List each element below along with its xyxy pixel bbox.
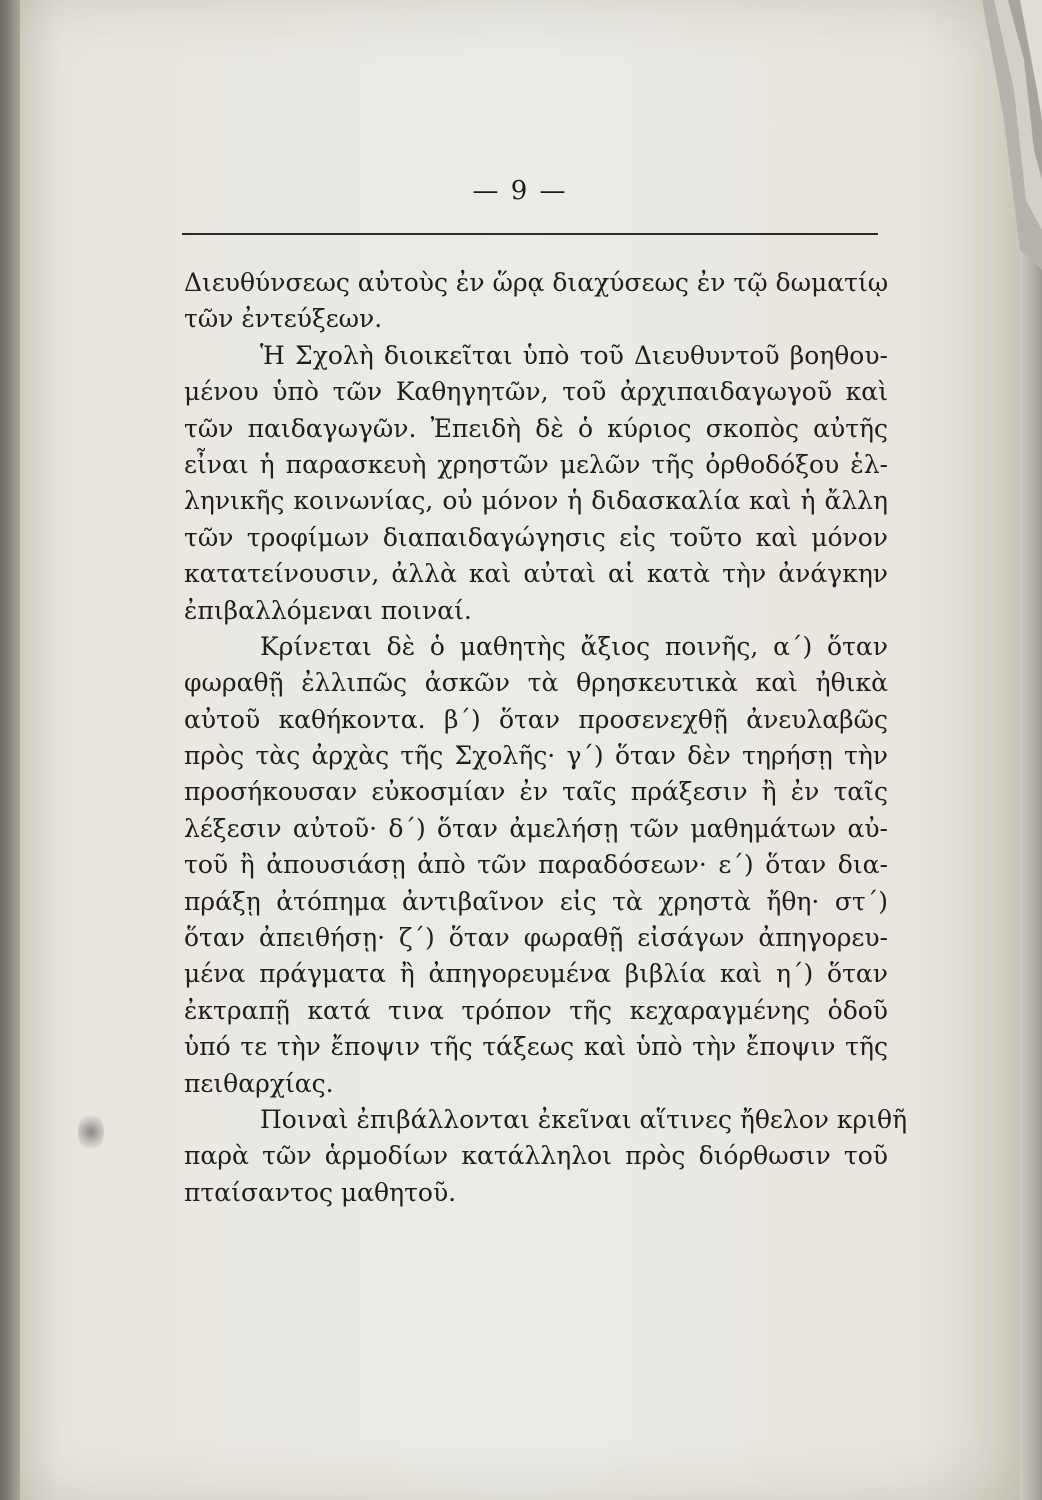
text-line: παρὰ τῶν ἁρμοδίων κατάλληλοι πρὸς διόρθωσιν τοῦ (184, 1141, 888, 1171)
text-line: Διευθύνσεως αὐτοὺς ἐν ὥρᾳ διαχύσεως ἐν τῷ δωματίῳ (184, 268, 889, 297)
text-line: αὐτοῦ καθήκοντα. β΄) ὅταν προσενεχθῇ ἀνευλαβῶς (184, 704, 888, 734)
text-line: φωραθῇ ἐλλιπῶς ἀσκῶν τὰ θρησκευτικὰ καὶ ἠθικὰ (184, 668, 888, 698)
text-line: τῶν παιδαγωγῶν. Ἐπειδὴ δὲ ὁ κύριος σκοπὸς αὐτῆς (184, 413, 888, 443)
paragraph-3 (184, 629, 888, 1102)
paragraph-1 (184, 265, 888, 338)
text-line: ὅταν ἀπειθήσῃ· ζ΄) ὅταν φωραθῇ εἰσάγων ἀπηγορευ- (184, 923, 888, 953)
text-line: λέξεσιν αὐτοῦ· δ΄) ὅταν ἀμελήσῃ τῶν μαθημάτων αὐ- (184, 813, 888, 843)
text-line: ὑπό τε τὴν ἔποψιν τῆς τάξεως καὶ ὑπὸ τὴν ἔποψιν τῆς (184, 1032, 888, 1062)
paragraph-2 (184, 338, 888, 629)
text-line: κατατείνουσιν, ἀλλὰ καὶ αὐταὶ αἱ κατὰ τὴν ἀνάγκην (184, 559, 888, 589)
text-line: ληνικῆς κοινωνίας, οὐ μόνον ἡ διδασκαλία καὶ ἡ ἄλλη (184, 486, 888, 516)
text-line: πειθαρχίας. (184, 1068, 334, 1098)
folded-corner-pages (942, 0, 1042, 270)
text-line: τῶν ἐντεύξεων. (184, 304, 383, 334)
text-line: τοῦ ἢ ἀπουσιάσῃ ἀπὸ τῶν παραδόσεων· ε΄) ὅταν δια- (184, 850, 888, 880)
body-text (184, 265, 908, 1211)
binding-edge (0, 0, 20, 1500)
text-line: ἐπιβαλλόμεναι ποιναί. (184, 595, 472, 625)
ink-smudge (78, 1110, 104, 1154)
text-line: τῶν τροφίμων διαπαιδαγώγησις εἰς τοῦτο καὶ μόνον (184, 522, 888, 552)
page-number: — 9 — (472, 176, 568, 206)
text-line: Ποιναὶ ἐπιβάλλονται ἐκεῖναι αἵτινες ἤθελον κριθῆ (260, 1104, 908, 1134)
text-line: Ἡ Σχολὴ διοικεῖται ὑπὸ τοῦ Διευθυντοῦ βοηθου- (260, 340, 888, 370)
paragraph-4 (184, 1102, 908, 1211)
text-line: μένα πράγματα ἢ ἀπηγορευμένα βιβλία καὶ η΄) ὅταν (184, 959, 888, 989)
book-page (20, 0, 1020, 1500)
text-line: ἐκτραπῇ κατά τινα τρόπον τῆς κεχαραγμένης ὁδοῦ (184, 995, 888, 1025)
text-line: Κρίνεται δὲ ὁ μαθητὴς ἄξιος ποινῆς, α΄) ὅταν (260, 631, 888, 661)
header-rule (182, 233, 878, 235)
text-line: πταίσαντος μαθητοῦ. (184, 1177, 457, 1207)
text-line: μένου ὑπὸ τῶν Καθηγητῶν, τοῦ ἀρχιπαιδαγωγοῦ καὶ (184, 377, 888, 407)
text-line: προσήκουσαν εὐκοσμίαν ἐν ταῖς πράξεσιν ἢ ἐν ταῖς (184, 777, 888, 807)
text-line: πράξῃ ἀτόπημα ἀντιβαῖνον εἰς τὰ χρηστὰ ἤθη· στ΄) (184, 886, 888, 916)
text-line: πρὸς τὰς ἀρχὰς τῆς Σχολῆς· γ΄) ὅταν δὲν τηρήσῃ τὴν (184, 741, 888, 771)
text-line: εἶναι ἡ παρασκευὴ χρηστῶν μελῶν τῆς ὀρθοδόξου ἑλ- (184, 449, 888, 479)
